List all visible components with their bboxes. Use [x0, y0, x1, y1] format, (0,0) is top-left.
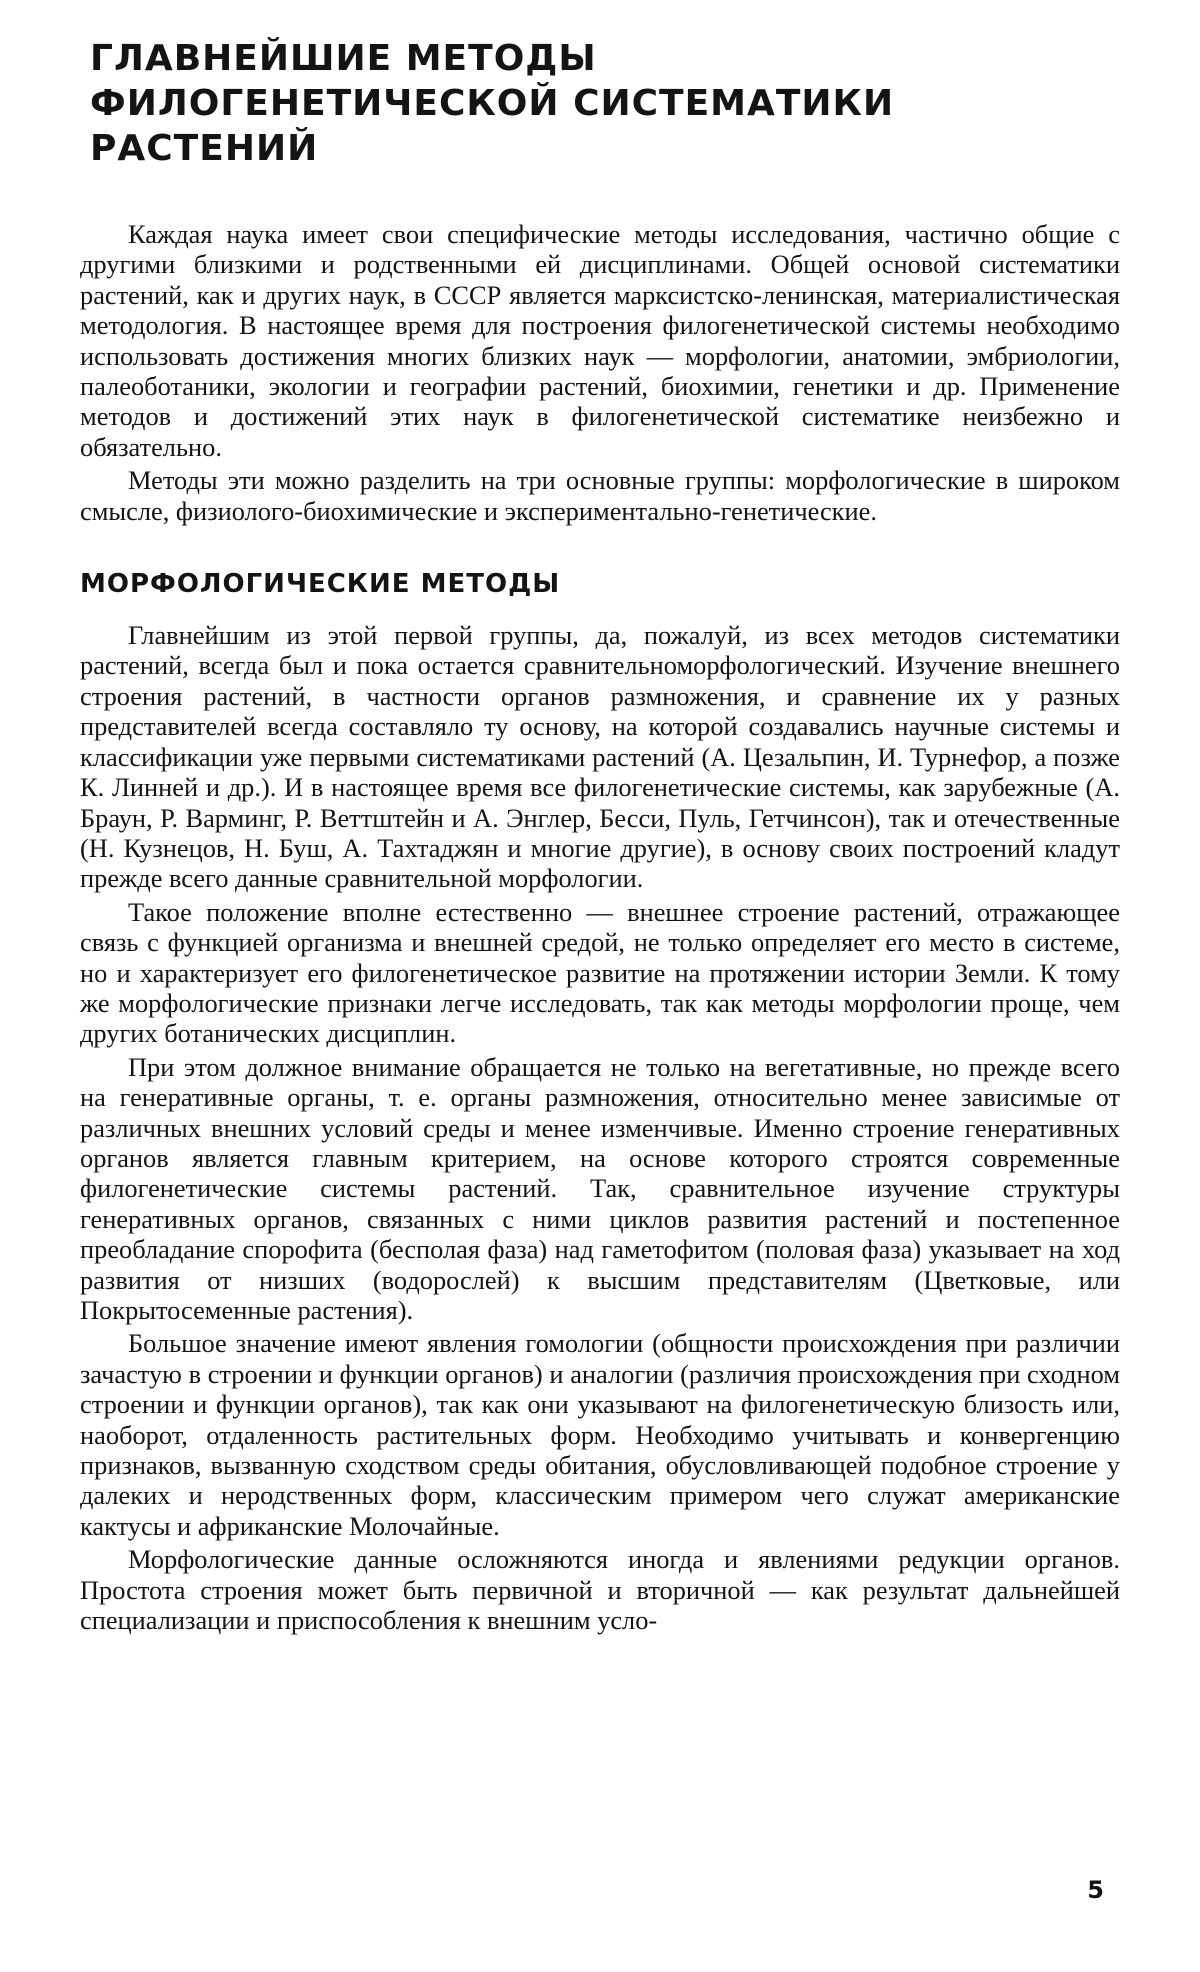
section-heading: МОРФОЛОГИЧЕСКИЕ МЕТОДЫ — [80, 569, 561, 600]
paragraph: Методы эти можно разделить на три основные группы: морфологические в широком смысле, физиолого-биохимические и экспериментально-генетические. — [80, 465, 1120, 526]
paragraph: Главнейшим из этой первой группы, да, пожалуй, из всех методов систематики растений, всегда был и пока остается сравнительноморфологический. Изучение внешнего строения растений, в частности органов размножения, и сравнение их у разных представителей всегда составляло ту основу, на которой создавались научные системы и классификации уже первыми систематиками растений (А. Цезальпин, И. Турнефор, а позже К. Линней и др.). И в настоящее время все филогенетические системы, как зарубежные (А. Браун, Р. Варминг, Р. Веттштейн и А. Энглер, Бесси, Пуль, Гетчинсон), так и отечественные (Н. Кузнецов, Н. Буш, А. Тахтаджян и многие другие), в основу своих построений кладут прежде всего данные сравнительной морфологии. — [80, 620, 1120, 894]
page-number: 5 — [1087, 1876, 1104, 1904]
paragraph: Такое положение вполне естественно — внешнее строение растений, отражающее связь с функцией организма и внешней средой, не только определяет его место в системе, но и характеризует его филогенетическое развитие на протяжении истории Земли. К тому же морфологические признаки легче исследовать, так как методы морфологии проще, чем других ботанических дисциплин. — [80, 896, 1120, 1049]
chapter-title-line: ГЛАВНЕЙШИЕ МЕТОДЫ — [90, 38, 597, 79]
chapter-title — [90, 36, 1120, 171]
chapter-title-line: ФИЛОГЕНЕТИЧЕСКОЙ СИСТЕМАТИКИ — [90, 83, 895, 124]
paragraph: При этом должное внимание обращается не только на вегетативные, но прежде всего на генеративные органы, т. е. органы размножения, относительно менее зависимые от различных внешних условий среды и менее изменчивые. Именно строение генеративных органов является главным критерием, на основе которого строятся современные филогенетические системы растений. Так, сравнительное изучение структуры генеративных органов, связанных с ними циклов развития растений и постепенное преобладание спорофита (бесполая фаза) над гаметофитом (половая фаза) указывает на ход развития от низших (водорослей) к высшим представителям (Цветковые, или Покрытосеменные растения). — [80, 1051, 1120, 1325]
paragraph: Каждая наука имеет свои специфические методы исследования, частично общие с другими близкими и родственными ей дисциплинами. Общей основой систематики растений, как и других наук, в СССР является марксистско-ленинская, материалистическая методология. В настоящее время для построения филогенетической системы необходимо использовать достижения многих близких наук — морфологии, анатомии, эмбриологии, палеоботаники, экологии и географии растений, биохимии, генетики и др. Применение методов и достижений этих наук в филогенетической систематике неизбежно и обязательно. — [80, 219, 1120, 462]
book-page — [80, 36, 1120, 1635]
chapter-intro — [80, 219, 1120, 526]
paragraph: Морфологические данные осложняются иногда и явлениями редукции органов. Простота строения может быть первичной и вторичной — как результат дальнейшей специализации и приспособления к внешним усло- — [80, 1544, 1120, 1636]
section-body — [80, 620, 1120, 1635]
chapter-title-line: РАСТЕНИЙ — [90, 128, 319, 169]
paragraph: Большое значение имеют явления гомологии (общности происхождения при различии зачастую в строении и функции органов) и аналогии (различия происхождения при сходном строении и функции органов), так как они указывают на филогенетическую близость или, наоборот, отдаленность растительных форм. Необходимо учитывать и конвергенцию признаков, вызванную сходством среды обитания, обусловливающей подобное строение у далеких и неродственных форм, классическим примером чего служат американские кактусы и африканские Молочайные. — [80, 1328, 1120, 1541]
